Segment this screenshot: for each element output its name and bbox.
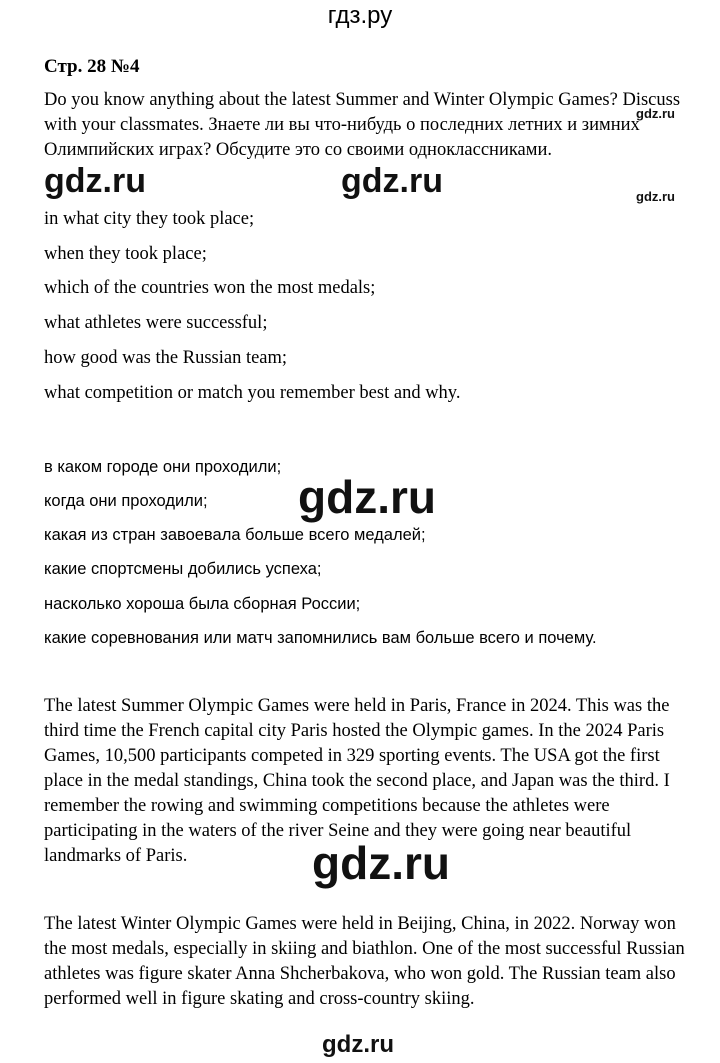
watermark-small: gdz.ru	[636, 189, 675, 204]
question-en: which of the countries won the most medals;	[44, 278, 376, 298]
question-ru: когда они проходили;	[44, 492, 208, 510]
question-ru: какие соревнования или матч запомнились вам больше всего и почему.	[44, 629, 597, 647]
watermark-small: gdz.ru	[636, 106, 675, 121]
question-ru: какая из стран завоевала больше всего медалей;	[44, 526, 426, 544]
question-en: in what city they took place;	[44, 209, 255, 229]
exercise-title: Стр. 28 №4	[44, 56, 140, 77]
question-en: how good was the Russian team;	[44, 348, 288, 368]
watermark-large: gdz.ru	[44, 162, 146, 200]
answer-summer: The latest Summer Olympic Games were held in Paris, France in 2024. This was the third time the French capital city Paris hosted the Olympic games. In the 2024 Paris Games, 10,500 participants competed in 329 sporting events. The USA got the first place in the medal standings, China took the second place, and Japan was the third. I remember the rowing and swimming competitions because the athletes were participating in the waters of the river Seine and they were going near beautiful landmarks of Paris.	[44, 696, 670, 866]
question-en: when they took place;	[44, 244, 207, 264]
question-en: what competition or match you remember best and why.	[44, 383, 461, 403]
watermark-large: gdz.ru	[298, 471, 436, 523]
watermark-large: gdz.ru	[312, 837, 450, 889]
question-en: what athletes were successful;	[44, 313, 268, 333]
site-title: гдз.ру	[327, 2, 393, 29]
question-ru: насколько хороша была сборная России;	[44, 595, 361, 613]
question-ru: какие спортсмены добились успеха;	[44, 560, 322, 578]
watermark-large: gdz.ru	[341, 162, 443, 200]
watermark-footer: gdz.ru	[322, 1031, 394, 1058]
answer-winter: The latest Winter Olympic Games were held in Beijing, China, in 2022. Norway won the most medals, especially in skiing and biathlon. One of the most successful Russian athletes was figure skater Anna Shcherbakova, who won gold. The Russian team also performed well in figure skating and cross-country skiing.	[44, 914, 685, 1009]
question-ru: в каком городе они проходили;	[44, 458, 282, 476]
exercise-prompt: Do you know anything about the latest Summer and Winter Olympic Games? Discuss with your classmates. Знаете ли вы что-нибудь о последних летних и зимних Олимпийских играх? Обсудите это со своими одноклассниками.	[44, 90, 681, 160]
